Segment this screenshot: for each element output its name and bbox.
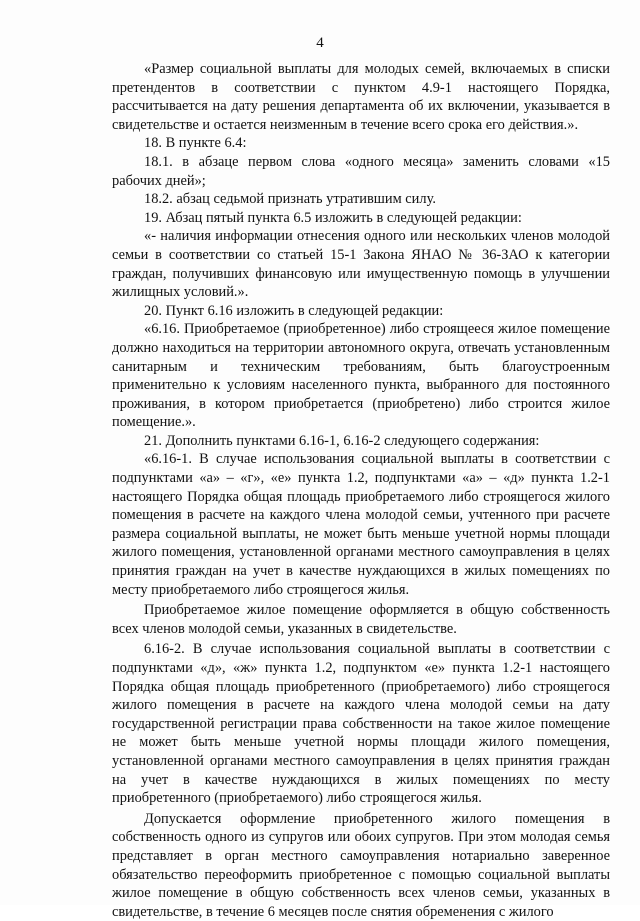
paragraph-quote-item-6-16-1: «6.16-1. В случае использования социальной выплаты в соответствии с подпунктами «а» – «г», «е» пункта 1.2, подпунктами «а» – «д» пункта 1.2-1 настоящего Порядка общая площадь приобретаемого либо строящегося жилого помещения в расчете на каждого члена молодой семьи, учтенного при расчете размера социальной выплаты, не может быть меньше учетной нормы площади жилого помещения, установленной органами местного самоуправления в целях принятия граждан на учет в качестве нуждающихся в жилых помещениях по месту приобретаемого либо строящегося жилья. xyxy=(112,451,610,598)
paragraph-quote-item-6-5: «- наличия информации отнесения одного или нескольких членов молодой семьи в соответствии со статьей 15-1 Закона ЯНАО № 36-ЗАО к категории граждан, получивших финансовую или имущественную помощь в улучшении жилищных условий.». xyxy=(112,228,610,301)
paragraph-item-18: 18. В пункте 6.4: xyxy=(144,135,247,152)
paragraph-item-19: 19. Абзац пятый пункта 6.5 изложить в следующей редакции: xyxy=(144,209,522,226)
paragraph-quote-social-payment-size: «Размер социальной выплаты для молодых семей, включаемых в списки претендентов в соответствии с пунктом 4.9-1 настоящего Порядка, рассчитывается на дату решения департамента об их включении, указывается в свидетельстве и остается неизменным в течение всего срока его действия.». xyxy=(112,61,610,133)
paragraph-item-18-1: 18.1. в абзаце первом слова «одного месяца» заменить словами «15 рабочих дней»; xyxy=(112,153,610,189)
paragraph-item-21: 21. Дополнить пунктами 6.16-1, 6.16-2 следующего содержания: xyxy=(144,432,540,449)
paragraph-common-ownership: Приобретаемое жилое помещение оформляется в общую собственность всех членов молодой семьи, указанных в свидетельстве. xyxy=(112,602,610,637)
paragraph-spouse-ownership: Допускается оформление приобретенного жилого помещения в собственность одного из супругов или обоих супругов. При этом молодая семья представляет в орган местного самоуправления нотариально заверенное обязательство переоформить приобретенное с помощью социальной выплаты жилое помещение в общую собственность всех членов семьи, указанных в свидетельстве, в течение 6 месяцев после снятия обременения с жилого xyxy=(112,810,610,920)
paragraph-item-18-2: 18.2. абзац седьмой признать утратившим силу. xyxy=(144,191,436,208)
paragraph-item-6-16-2: 6.16-2. В случае использования социальной выплаты в соответствии с подпунктами «д», «ж» пункта 1.2, подпунктом «е» пункта 1.2-1 настоящего Порядка общая площадь приобретенного (приобретаемого) либо строящегося жилого помещения в расчете на каждого члена молодой семьи на дату государственной регистрации права собственности на такое жилое помещение не может быть меньше учетной нормы площади жилого помещения, установленной органами местного самоуправления в целях принятия граждан на учет в качестве нуждающихся в жилых помещениях по месту приобретенного (приобретаемого) либо строящегося жилья. xyxy=(112,641,610,807)
paragraph-quote-item-6-16: «6.16. Приобретаемое (приобретенное) либо строящееся жилое помещение должно находиться на территории автономного округа, отвечать установленным санитарным и техническим требованиям, быть благоустроенным применительно к условиям населенного пункта, выбранного для постоянного проживания, в котором приобретается (приобретено) либо строится жилое помещение.». xyxy=(112,321,610,431)
page-number: 4 xyxy=(316,35,324,51)
document-body xyxy=(112,60,610,921)
paragraph-item-20: 20. Пункт 6.16 изложить в следующей редакции: xyxy=(144,302,444,319)
